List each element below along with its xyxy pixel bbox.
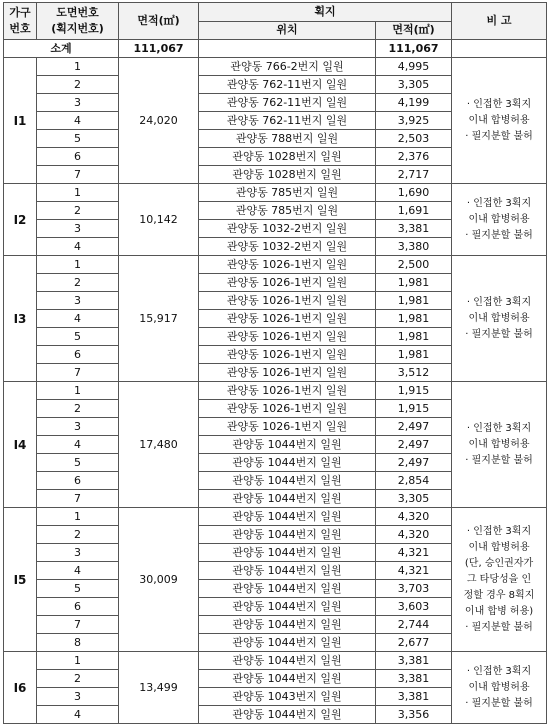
parcel-area: 2,497 [376, 454, 452, 472]
parcel-area: 2,744 [376, 616, 452, 634]
header-household-no-line2: 번호 [9, 22, 31, 35]
parcel-location: 관양동 1032-2번지 일원 [199, 220, 376, 238]
subtotal-parcel-area: 111,067 [376, 40, 452, 58]
parcel-location: 관양동 1044번지 일원 [199, 580, 376, 598]
parcel-number: 5 [37, 328, 119, 346]
parcel-number: 4 [37, 706, 119, 724]
parcel-location: 관양동 1044번지 일원 [199, 634, 376, 652]
household-id: I1 [4, 58, 37, 184]
header-plan-no-line1: 도면번호 [56, 6, 99, 19]
parcel-location: 관양동 1044번지 일원 [199, 670, 376, 688]
parcel-number: 4 [37, 238, 119, 256]
parcel-number: 8 [37, 634, 119, 652]
remarks-line: 이내 합병허용 [468, 681, 530, 693]
remarks-line: · 필지분할 불허 [465, 130, 533, 142]
parcel-location: 관양동 1026-1번지 일원 [199, 328, 376, 346]
parcel-area: 1,915 [376, 400, 452, 418]
remarks-line: · 인접한 3획지 [466, 665, 532, 677]
parcel-number: 2 [37, 526, 119, 544]
parcel-location: 관양동 1044번지 일원 [199, 472, 376, 490]
header-area: 면적(㎡) [119, 3, 199, 40]
subtotal-row [4, 40, 547, 58]
parcel-number: 2 [37, 76, 119, 94]
parcel-number: 1 [37, 508, 119, 526]
remarks-line: 이내 합병 허용) [464, 605, 534, 617]
parcel-location: 관양동 1028번지 일원 [199, 148, 376, 166]
parcel-location: 관양동 1044번지 일원 [199, 508, 376, 526]
parcel-number: 7 [37, 364, 119, 382]
parcel-location: 관양동 1044번지 일원 [199, 436, 376, 454]
parcel-area: 4,321 [376, 562, 452, 580]
remarks-cell [452, 382, 547, 508]
remarks-line: 이내 합병허용 [468, 114, 530, 126]
remarks-cell [452, 256, 547, 382]
household-area: 13,499 [119, 652, 199, 724]
household-area: 30,009 [119, 508, 199, 652]
parcel-area: 4,321 [376, 544, 452, 562]
parcel-area: 2,717 [376, 166, 452, 184]
parcel-number: 2 [37, 670, 119, 688]
parcel-location: 관양동 1026-1번지 일원 [199, 310, 376, 328]
remarks-cell [452, 508, 547, 652]
parcel-number: 7 [37, 166, 119, 184]
subtotal-label: 소계 [4, 40, 119, 58]
parcel-number: 1 [37, 58, 119, 76]
parcel-location: 관양동 1026-1번지 일원 [199, 418, 376, 436]
parcel-area: 1,981 [376, 274, 452, 292]
remarks-line: · 인접한 3획지 [466, 296, 532, 308]
remarks-line: 이내 합병허용 [468, 541, 530, 553]
parcel-number: 2 [37, 202, 119, 220]
parcel-location: 관양동 1044번지 일원 [199, 706, 376, 724]
remarks-line: · 필지분할 불허 [465, 328, 533, 340]
parcel-area: 3,305 [376, 76, 452, 94]
parcel-area: 3,925 [376, 112, 452, 130]
header-plan-no-line2: (획지번호) [51, 22, 104, 35]
table-row [4, 652, 547, 670]
parcel-location: 관양동 1044번지 일원 [199, 598, 376, 616]
parcel-location: 관양동 762-11번지 일원 [199, 112, 376, 130]
remarks-line: · 인접한 3획지 [466, 98, 532, 110]
header-household-no [4, 3, 37, 40]
parcel-location: 관양동 762-11번지 일원 [199, 76, 376, 94]
household-id: I3 [4, 256, 37, 382]
table-row [4, 256, 547, 274]
header-location: 위치 [199, 21, 376, 40]
household-area: 24,020 [119, 58, 199, 184]
header-parcel-area: 면적(㎡) [376, 21, 452, 40]
parcel-area: 3,356 [376, 706, 452, 724]
remarks-line: 정할 경우 8획지 [463, 589, 535, 601]
table-row [4, 184, 547, 202]
parcel-area: 3,512 [376, 364, 452, 382]
remarks-line: · 필지분할 불허 [465, 229, 533, 241]
parcel-area: 3,380 [376, 238, 452, 256]
parcel-number: 3 [37, 418, 119, 436]
parcel-area: 1,691 [376, 202, 452, 220]
remarks-line: · 인접한 3획지 [466, 422, 532, 434]
parcel-number: 4 [37, 310, 119, 328]
household-id: I2 [4, 184, 37, 256]
parcel-location: 관양동 785번지 일원 [199, 184, 376, 202]
parcel-location: 관양동 1028번지 일원 [199, 166, 376, 184]
header-parcel: 획지 [199, 3, 452, 22]
parcel-location: 관양동 1026-1번지 일원 [199, 292, 376, 310]
subtotal-location-empty [199, 40, 376, 58]
parcel-location: 관양동 1044번지 일원 [199, 490, 376, 508]
header-household-no-line1: 가구 [9, 6, 31, 19]
parcel-area: 1,981 [376, 292, 452, 310]
remarks-line: · 필지분할 불허 [465, 621, 533, 633]
parcel-location: 관양동 788번지 일원 [199, 130, 376, 148]
parcel-area: 3,603 [376, 598, 452, 616]
remarks-line: · 필지분할 불허 [465, 697, 533, 709]
parcel-area: 1,981 [376, 310, 452, 328]
remarks-line: (단, 승인권자가 [464, 557, 534, 569]
parcel-number: 1 [37, 256, 119, 274]
parcel-table-container [3, 2, 547, 724]
parcel-area: 4,320 [376, 508, 452, 526]
parcel-location: 관양동 1044번지 일원 [199, 652, 376, 670]
parcel-location: 관양동 1026-1번지 일원 [199, 382, 376, 400]
parcel-number: 3 [37, 688, 119, 706]
parcel-number: 4 [37, 112, 119, 130]
parcel-number: 1 [37, 184, 119, 202]
parcel-location: 관양동 1026-1번지 일원 [199, 346, 376, 364]
parcel-area: 4,995 [376, 58, 452, 76]
parcel-area: 1,915 [376, 382, 452, 400]
parcel-number: 3 [37, 544, 119, 562]
parcel-number: 5 [37, 580, 119, 598]
parcel-number: 6 [37, 148, 119, 166]
remarks-cell [452, 58, 547, 184]
parcel-area: 3,381 [376, 220, 452, 238]
parcel-location: 관양동 1044번지 일원 [199, 454, 376, 472]
parcel-number: 1 [37, 652, 119, 670]
parcel-area: 1,981 [376, 328, 452, 346]
parcel-area: 2,497 [376, 436, 452, 454]
parcel-area: 1,690 [376, 184, 452, 202]
parcel-location: 관양동 1044번지 일원 [199, 616, 376, 634]
household-id: I5 [4, 508, 37, 652]
parcel-location: 관양동 1026-1번지 일원 [199, 400, 376, 418]
household-area: 17,480 [119, 382, 199, 508]
parcel-number: 3 [37, 94, 119, 112]
household-area: 10,142 [119, 184, 199, 256]
parcel-location: 관양동 1044번지 일원 [199, 526, 376, 544]
parcel-number: 4 [37, 562, 119, 580]
parcel-area: 2,500 [376, 256, 452, 274]
parcel-number: 6 [37, 472, 119, 490]
parcel-area: 4,320 [376, 526, 452, 544]
remarks-line: · 인접한 3획지 [466, 525, 532, 537]
remarks-line: 이내 합병허용 [468, 438, 530, 450]
parcel-area: 3,703 [376, 580, 452, 598]
parcel-location: 관양동 762-11번지 일원 [199, 94, 376, 112]
parcel-number: 7 [37, 490, 119, 508]
remarks-line: 그 타당성을 인 [466, 573, 532, 585]
parcel-area: 3,305 [376, 490, 452, 508]
parcel-location: 관양동 1044번지 일원 [199, 544, 376, 562]
parcel-number: 1 [37, 382, 119, 400]
parcel-number: 2 [37, 274, 119, 292]
parcel-area: 4,199 [376, 94, 452, 112]
parcel-location: 관양동 1026-1번지 일원 [199, 256, 376, 274]
remarks-line: · 필지분할 불허 [465, 454, 533, 466]
parcel-area: 2,376 [376, 148, 452, 166]
parcel-area: 3,381 [376, 670, 452, 688]
header-remarks: 비 고 [452, 3, 547, 40]
parcel-number: 4 [37, 436, 119, 454]
parcel-location: 관양동 1044번지 일원 [199, 562, 376, 580]
parcel-number: 5 [37, 130, 119, 148]
remarks-cell [452, 652, 547, 724]
remarks-cell [452, 184, 547, 256]
remarks-line: 이내 합병허용 [468, 312, 530, 324]
remarks-line: 이내 합병허용 [468, 213, 530, 225]
parcel-number: 2 [37, 400, 119, 418]
subtotal-area: 111,067 [119, 40, 199, 58]
parcel-area: 1,981 [376, 346, 452, 364]
table-row [4, 58, 547, 76]
parcel-location: 관양동 1032-2번지 일원 [199, 238, 376, 256]
subtotal-remarks-empty [452, 40, 547, 58]
parcel-area: 2,503 [376, 130, 452, 148]
header-row-1 [4, 3, 547, 22]
parcel-number: 7 [37, 616, 119, 634]
remarks-line: · 인접한 3획지 [466, 197, 532, 209]
parcel-location: 관양동 766-2번지 일원 [199, 58, 376, 76]
parcel-area: 3,381 [376, 688, 452, 706]
parcel-location: 관양동 1043번지 일원 [199, 688, 376, 706]
parcel-number: 3 [37, 220, 119, 238]
parcel-number: 6 [37, 598, 119, 616]
household-area: 15,917 [119, 256, 199, 382]
table-row [4, 508, 547, 526]
household-id: I6 [4, 652, 37, 724]
parcel-location: 관양동 785번지 일원 [199, 202, 376, 220]
parcel-area: 2,677 [376, 634, 452, 652]
parcel-number: 6 [37, 346, 119, 364]
parcel-area: 2,854 [376, 472, 452, 490]
parcel-table [3, 2, 547, 724]
table-row [4, 382, 547, 400]
parcel-area: 3,381 [376, 652, 452, 670]
parcel-number: 3 [37, 292, 119, 310]
parcel-location: 관양동 1026-1번지 일원 [199, 364, 376, 382]
household-id: I4 [4, 382, 37, 508]
parcel-location: 관양동 1026-1번지 일원 [199, 274, 376, 292]
parcel-area: 2,497 [376, 418, 452, 436]
parcel-number: 5 [37, 454, 119, 472]
header-plan-no [37, 3, 119, 40]
